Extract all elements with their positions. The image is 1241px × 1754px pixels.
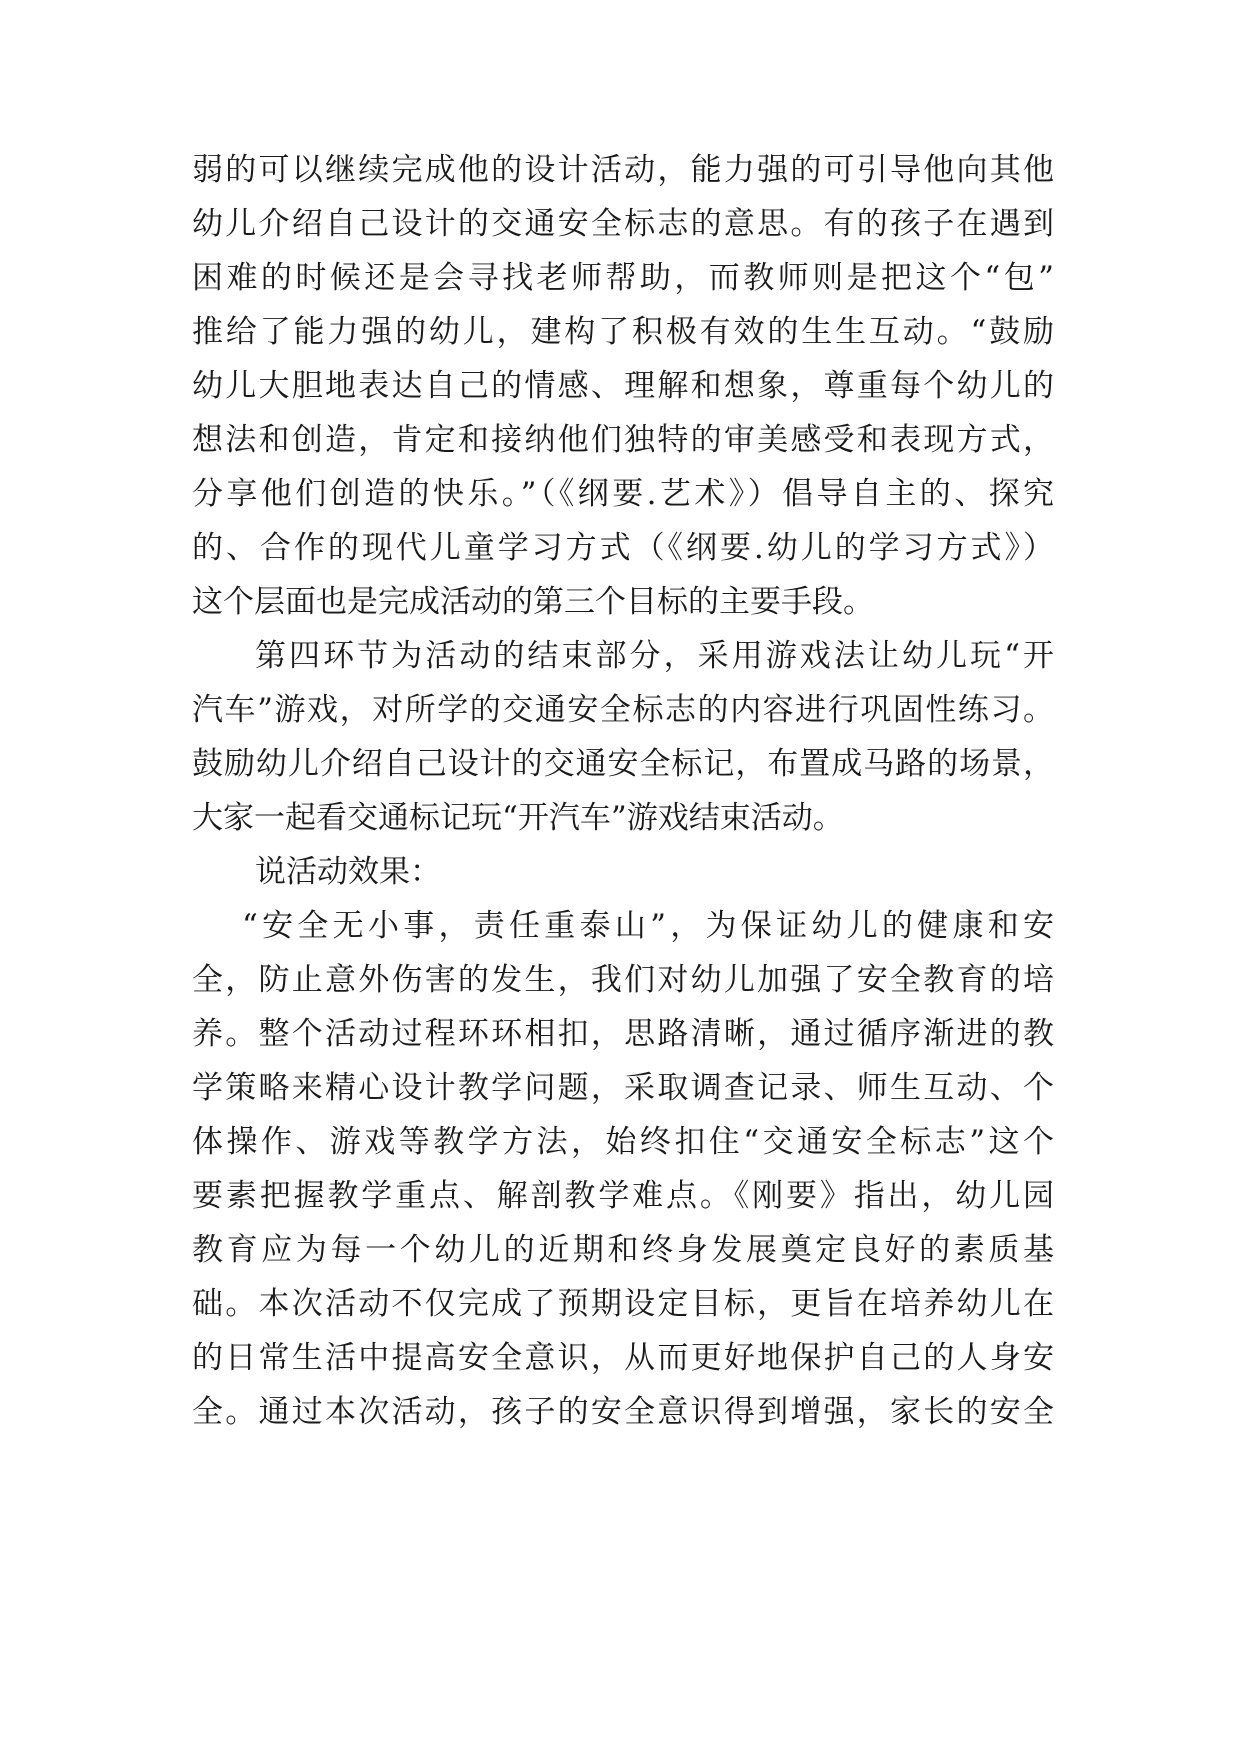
text-line: 础。本次活动不仅完成了预期设定目标，更旨在培养幼儿在	[192, 1286, 1054, 1322]
text-line: 的日常生活中提高安全意识，从而更好地保护自己的人身安	[192, 1340, 1054, 1376]
text-line: 困难的时候还是会寻找老师帮助，而教师则是把这个“包”	[192, 260, 1054, 296]
text-line: 汽车”游戏，对所学的交通安全标志的内容进行巩固性练习。	[192, 692, 1054, 728]
text-line: 全。通过本次活动，孩子的安全意识得到增强，家长的安全	[192, 1394, 1054, 1430]
paragraph-start-line: “安全无小事，责任重泰山”，为保证幼儿的健康和安	[242, 908, 1054, 944]
text-line: 养。整个活动过程环环相扣，思路清晰，通过循序渐进的教	[192, 1016, 1054, 1052]
text-line: 的、合作的现代儿童学习方式（《纲要.幼儿的学习方式》）	[192, 530, 1054, 566]
text-line: 大家一起看交通标记玩“开汽车”游戏结束活动。	[192, 800, 844, 836]
text-line: 体操作、游戏等教学方法，始终扣住“交通安全标志”这个	[192, 1124, 1054, 1160]
text-line: 教育应为每一个幼儿的近期和终身发展奠定良好的素质基	[192, 1232, 1054, 1268]
text-line: 这个层面也是完成活动的第三个目标的主要手段。	[192, 584, 874, 620]
paragraph-start-line: 第四环节为活动的结束部分，采用游戏法让幼儿玩“开	[255, 638, 1054, 674]
text-line: 学策略来精心设计教学问题，采取调查记录、师生互动、个	[192, 1070, 1054, 1106]
text-line: 想法和创造，肯定和接纳他们独特的审美感受和表现方式，	[192, 422, 1054, 458]
text-line: 分享他们创造的快乐。”（《纲要.艺术》）倡导自主的、探究	[192, 476, 1054, 512]
text-line: 推给了能力强的幼儿，建构了积极有效的生生互动。“鼓励	[192, 314, 1054, 350]
text-line: 鼓励幼儿介绍自己设计的交通安全标记，布置成马路的场景，	[192, 746, 1054, 782]
text-line: 要素把握教学重点、解剖教学难点。《刚要》指出，幼儿园	[192, 1178, 1054, 1214]
text-line: 全，防止意外伤害的发生，我们对幼儿加强了安全教育的培	[192, 962, 1054, 998]
text-line: 弱的可以继续完成他的设计活动，能力强的可引导他向其他	[192, 152, 1054, 188]
section-heading: 说活动效果：	[255, 854, 441, 890]
text-line: 幼儿介绍自己设计的交通安全标志的意思。有的孩子在遇到	[192, 206, 1054, 242]
text-line: 幼儿大胆地表达自己的情感、理解和想象，尊重每个幼儿的	[192, 368, 1054, 404]
